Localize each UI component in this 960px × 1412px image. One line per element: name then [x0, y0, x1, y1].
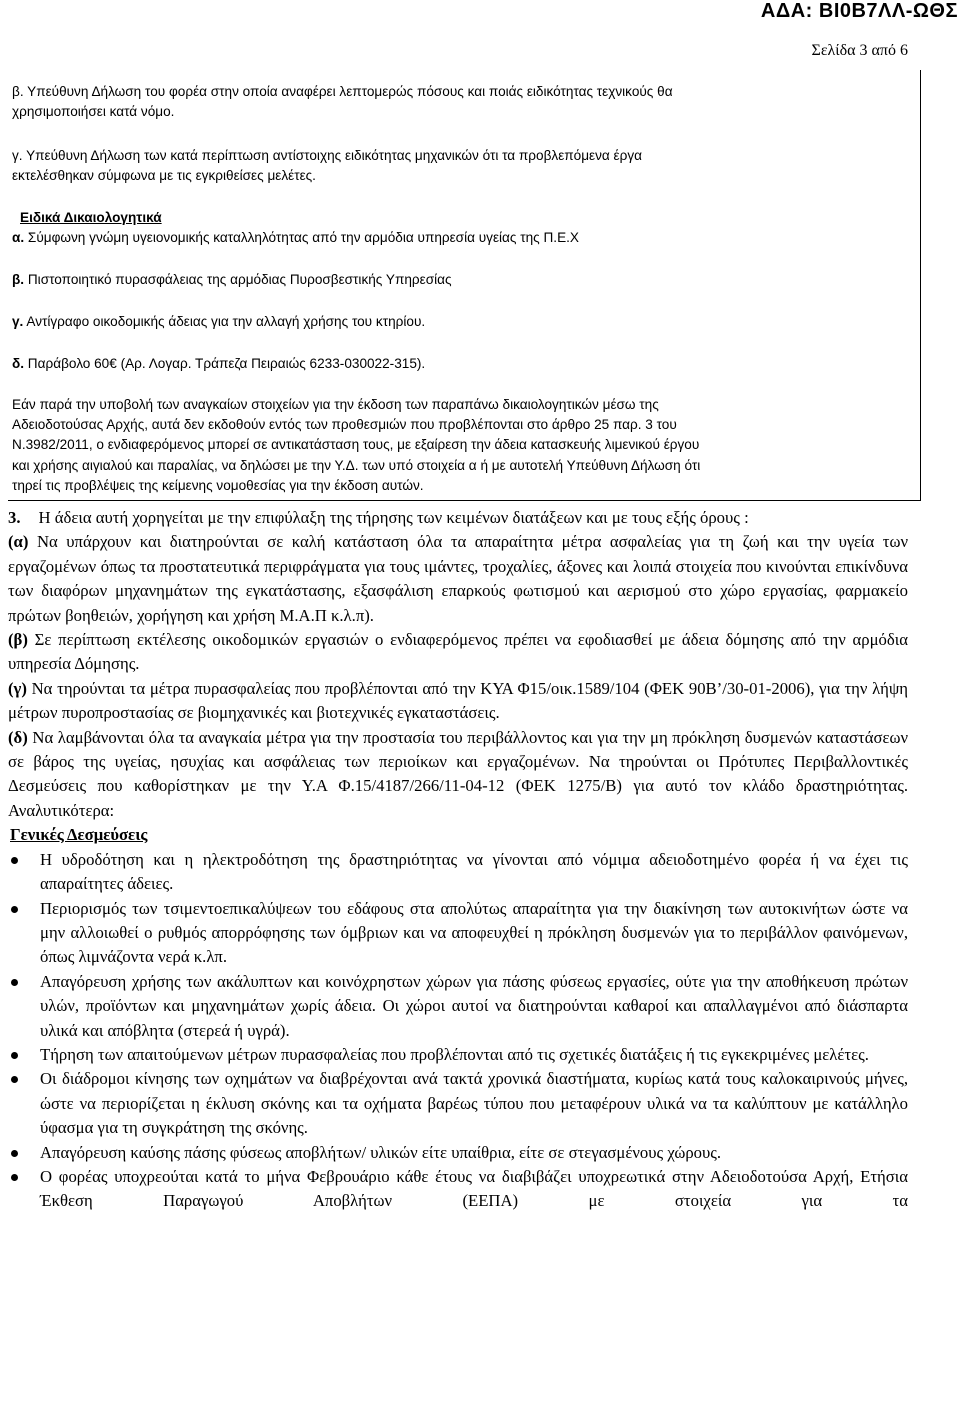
- special-item-b: β. Πιστοποιητικό πυρασφάλειας της αρμόδιας Πυροσβεστικής Υπηρεσίας: [12, 272, 452, 287]
- page-number: Σελίδα 3 από 6: [811, 42, 908, 59]
- documents-box: [8, 70, 921, 501]
- bullet-item: Οι διάδρομοι κίνησης των οχημάτων να διαβρέχονται ανά τακτά χρονικά διαστήματα, κυρίως κατά τους καλοκαιρινούς μήνες, ώστε να περιορίζεται η έκλυση σκόνης και τα οχήματα βαρέως τύπου που μεταφέρουν υλικά να τα καλύπτουν με κατάλληλο ύφασμα για τη συγκράτηση της σκόνης.: [8, 1067, 908, 1140]
- special-item-c: γ. Αντίγραφο οικοδομικής άδειας για την αλλαγή χρήσης του κτηρίου.: [12, 314, 426, 329]
- box-b-line-1: β. Υπεύθυνη Δήλωση του φορέα στην οποία αναφέρει λεπτομερώς πόσους και ποιάς ειδικότητας τεχνικούς θα: [12, 84, 673, 99]
- bullet-item: Απαγόρευση χρήσης των ακάλυπτων και κοινόχρηστων χώρων για πάσης φύσεως εργασίες, ούτε για την αποθήκευση πρώτων υλών, προϊόντων και μηχανημάτων χωρίς άδεια. Οι χώροι αυτοί να διατηρούνται καθαροί και απαλλαγμένοι από διάσπαρτα υλικά και απόβλητα (στερεά ή υγρά).: [8, 970, 908, 1043]
- bullet-icon: [11, 1076, 18, 1083]
- box-g-line-1: γ. Υπεύθυνη Δήλωση των κατά περίπτωση αντίστοιχης ειδικότητας μηχανικών ότι τα προβλεπόμενα έργα: [12, 148, 642, 163]
- bullet-icon: [11, 979, 18, 986]
- note-line-2: Αδειοδοτούσας Αρχής, αυτά δεν εκδοθούν εντός των προθεσμιών που προβλέπονται στο άρθρο 25 παρ. 3 του: [12, 417, 677, 432]
- condition-b: (β) Σε περίπτωση εκτέλεσης οικοδομικών εργασιών ο ενδιαφερόμενος πρέπει να εφοδιασθεί με άδεια δόμησης από την αρμόδια υπηρεσία Δόμησης.: [8, 630, 908, 674]
- bullet-item: Περιορισμός των τσιμεντοεπικαλύψεων του εδάφους στα απολύτως απαραίτητα για την διακίνηση των αυτοκινήτων ώστε να μην αλλοιωθεί ο ρυθμός απορρόφησης των όμβριων και να αποφευχθεί η πρόκληση δυσμενών για το περιβάλλον φαινόμενων, όπως λιμνάζοντα νερά κ.λπ.: [8, 897, 908, 970]
- condition-c: (γ) Να τηρούνται τα μέτρα πυρασφαλείας που προβλέπονται από την ΚΥΑ Φ15/οικ.1589/104 (ΦΕΚ 90Β’/30-01-2006), για την λήψη μέτρων πυροπροστασίας σε βιομηχανικές και βιοτεχνικές εγκαταστάσεις.: [8, 678, 908, 723]
- bullet-item: Απαγόρευση καύσης πάσης φύσεως αποβλήτων/ υλικών είτε υπαίθρια, είτε σε στεγασμένους χώρους.: [8, 1141, 908, 1165]
- bullet-item: Τήρηση των απαιτούμενων μέτρων πυρασφαλείας που προβλέπονται από τις σχετικές διατάξεις ή τις εγκεκριμένες μελέτες.: [8, 1043, 908, 1067]
- box-g-line-2: εκτελέσθηκαν σύμφωνα με τις εγκριθείσες μελέτες.: [12, 168, 316, 183]
- bullet-icon: [11, 1052, 18, 1059]
- bullet-icon: [11, 1174, 18, 1181]
- bullet-icon: [11, 1150, 18, 1157]
- bullet-item: Ο φορέας υποχρεούται κατά το μήνα Φεβρουάριο κάθε έτους να διαβιβάζει υποχρεωτικά στην Αδειοδοτούσα Αρχή, Ετήσια Έκθεση Παραγωγού Αποβλήτων (ΕΕΠΑ) με στοιχεία για τα: [8, 1165, 908, 1214]
- ada-code: ΑΔΑ: ΒΙ0Β7ΛΛ-ΩΘΣ: [760, 0, 958, 22]
- general-commitments-title: Γενικές Δεσμεύσεις: [10, 825, 148, 845]
- special-item-d: δ. Παράβολο 60€ (Αρ. Λογαρ. Τράπεζα Πειραιώς 6233-030022-315).: [12, 356, 426, 371]
- section-number: 3.: [8, 508, 21, 527]
- section-3-intro: 3. Η άδεια αυτή χορηγείται με την επιφύλαξη της τήρησης των κειμένων διατάξεων και με τους εξής όρους :: [8, 508, 749, 527]
- bullet-icon: [11, 857, 18, 864]
- bullet-icon: [11, 906, 18, 913]
- bullet-item: Η υδροδότηση και η ηλεκτροδότηση της δραστηριότητας να γίνονται από νόμιμα αδειοδοτημένο φορέα ή να έχει τις απαραίτητες άδειες.: [8, 848, 908, 897]
- section-3: [8, 506, 908, 1214]
- note-line-3: Ν.3982/2011, ο ενδιαφερόμενος μπορεί σε αντικατάσταση τους, με εξαίρεση την άδεια κατασκευής λιμενικού έργου: [12, 437, 700, 452]
- note-line-5: τηρεί τις προβλέψεις της κείμενης νομοθεσίας για την έκδοση αυτών.: [12, 478, 424, 493]
- note-line-1: Εάν παρά την υποβολή των αναγκαίων στοιχείων για την έκδοση των παραπάνω δικαιολογητικών μέσω της: [12, 397, 659, 412]
- condition-d: (δ) Να λαμβάνονται όλα τα αναγκαία μέτρα για την προστασία του περιβάλλοντος και για την μη πρόκληση δυσμενών καταστάσεων σε βάρος της υγείας, ησυχίας και ασφάλειας των περιοίκων και εργαζομένων. Να τηρούνται οι Πρότυπες Περιβαλλοντικές Δεσμεύσεις που καθορίστηκαν με την Υ.Α Φ.15/4187/266/11-04-12 (ΦΕΚ 1275/Β) για αυτό τον κλάδο δραστηριότητας. Αναλυτικότερα:: [8, 727, 908, 820]
- condition-a: (α) Να υπάρχουν και διατηρούνται σε καλή κατάσταση όλα τα απαραίτητα μέτρα ασφαλείας για τη ζωή και την υγεία των εργαζομένων όπως τα προστατευτικά περιφράγματα για τους ιμάντες, τροχαλίες, άξονες και λοιπά στοιχεία που κινούνται επικίνδυνα των διαφόρων μηχανημάτων της εγκατάστασης, εξασφάλιση επαρκούς φωτισμού και αερισμού στο χώρο εργασίας, φαρμακείο πρώτων βοηθειών, χορήγηση και χρήση Μ.Α.Π κ.λ.π).: [8, 532, 908, 625]
- special-docs-title: Ειδικά Δικαιολογητικά: [20, 210, 162, 225]
- special-item-a: α. Σύμφωνη γνώμη υγειονομικής καταλληλότητας από την αρμόδια υπηρεσία υγείας της Π.Ε.Χ: [12, 230, 579, 245]
- note-line-4: και χρήσης αιγιαλού και παραλίας, να δηλώσει με την Υ.Δ. των υπό στοιχεία α ή με αυτοτελή Υπεύθυνη Δήλωση ότι: [12, 458, 701, 473]
- box-b-line-2: χρησιμοποιήσει κατά νόμο.: [12, 104, 175, 119]
